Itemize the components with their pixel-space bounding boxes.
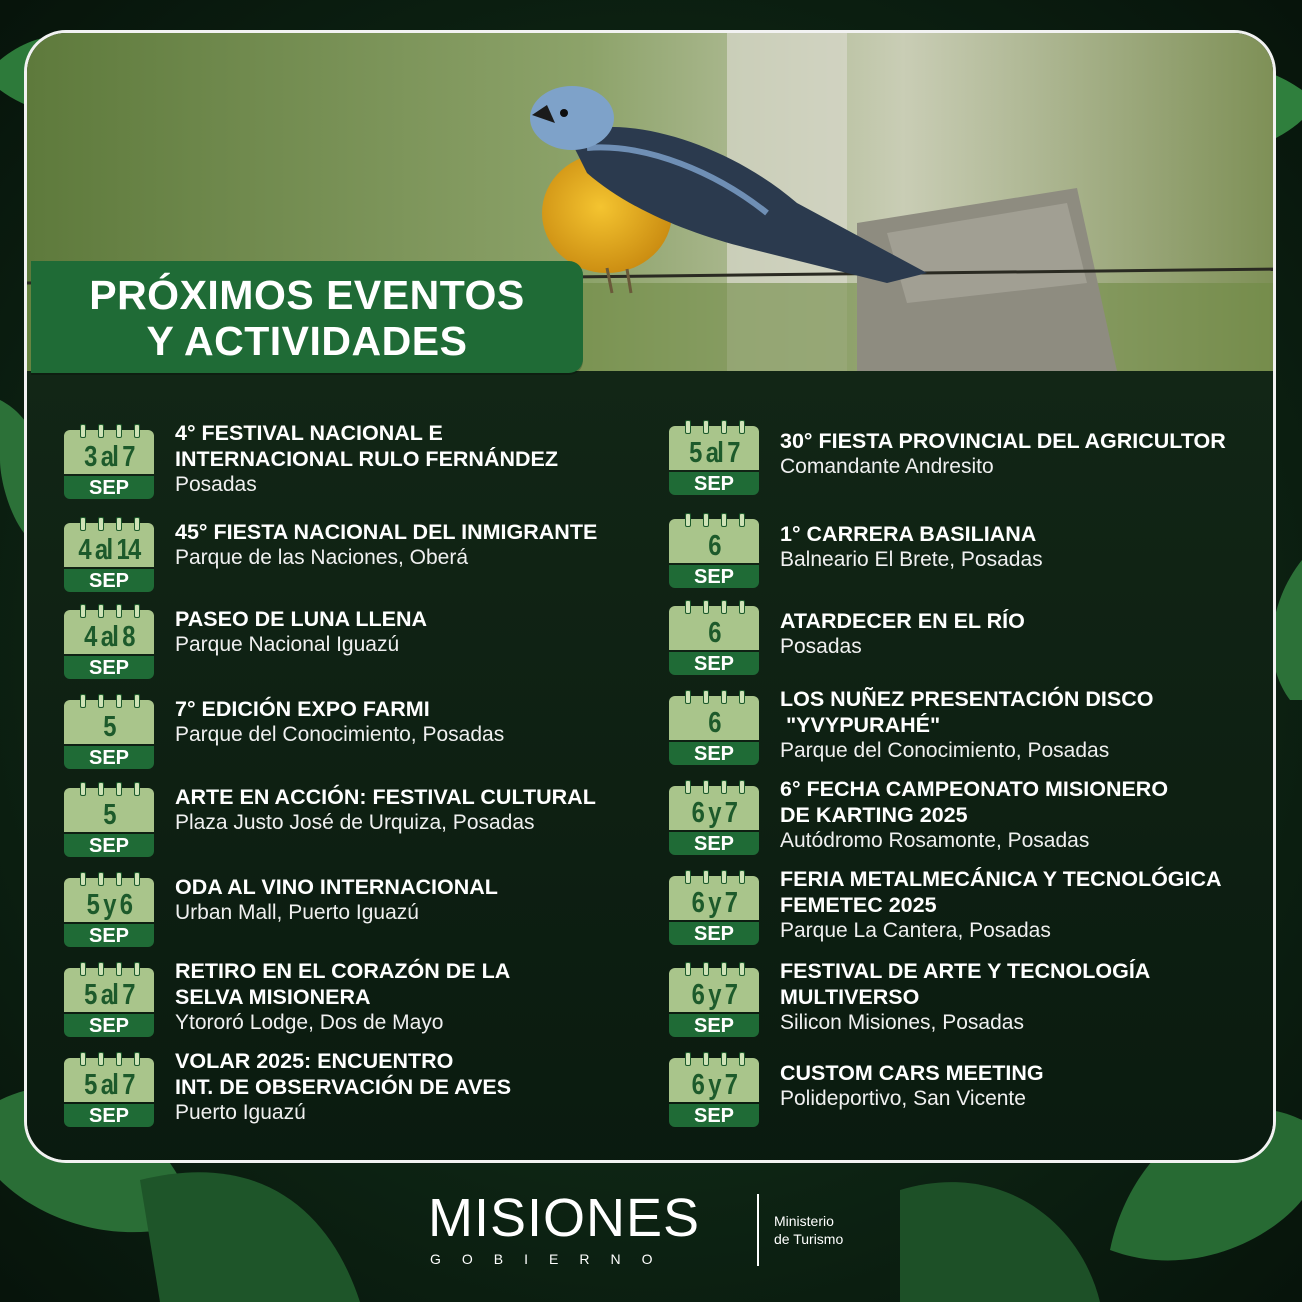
calendar-ring bbox=[703, 600, 709, 614]
event-location: Urban Mall, Puerto Iguazú bbox=[175, 901, 419, 924]
calendar-ring bbox=[134, 517, 140, 531]
event-location: Ytororó Lodge, Dos de Mayo bbox=[175, 1011, 444, 1034]
calendar-ring bbox=[80, 782, 86, 796]
event-item bbox=[780, 866, 1222, 944]
event-title: 1° CARRERA BASILIANA bbox=[780, 522, 1037, 546]
event-month: SEP bbox=[693, 653, 735, 675]
calendar-icon bbox=[64, 782, 154, 857]
calendar-month-box bbox=[64, 1104, 154, 1127]
event-location: Posadas bbox=[780, 635, 862, 658]
calendar-ring bbox=[685, 513, 691, 527]
calendar-ring bbox=[721, 780, 727, 794]
calendar-icon bbox=[669, 1052, 759, 1127]
event-item bbox=[175, 784, 596, 836]
event-title: ATARDECER EN EL RÍO bbox=[780, 609, 1025, 633]
event-title: VOLAR 2025: ENCUENTRO INT. DE OBSERVACIÓN DE AVES bbox=[175, 1049, 512, 1099]
event-month: SEP bbox=[693, 566, 735, 588]
event-location: Posadas bbox=[175, 473, 257, 496]
calendar-date-box bbox=[64, 968, 154, 1012]
calendar-date-box bbox=[64, 700, 154, 744]
event-location: Autódromo Rosamonte, Posadas bbox=[780, 829, 1090, 852]
calendar-icon bbox=[669, 420, 759, 495]
event-location: Polideportivo, San Vicente bbox=[780, 1087, 1026, 1110]
calendar-icon bbox=[64, 872, 154, 947]
event-date: 5 al 7 bbox=[84, 979, 134, 1011]
event-date: 6 y 7 bbox=[691, 979, 737, 1011]
event-item bbox=[175, 696, 504, 748]
event-location: Balneario El Brete, Posadas bbox=[780, 548, 1043, 571]
event-location: Puerto Iguazú bbox=[175, 1101, 306, 1124]
events-panel bbox=[24, 30, 1276, 1163]
calendar-month-box bbox=[64, 569, 154, 592]
title-banner bbox=[31, 261, 583, 373]
calendar-icon bbox=[64, 517, 154, 592]
event-item bbox=[780, 776, 1168, 854]
calendar-ring bbox=[134, 1052, 140, 1066]
calendar-month-box bbox=[64, 746, 154, 769]
calendar-ring bbox=[116, 782, 122, 796]
event-item bbox=[175, 958, 510, 1036]
event-title: 4° FESTIVAL NACIONAL E INTERNACIONAL RULO FERNÁNDEZ bbox=[175, 421, 559, 471]
calendar-ring bbox=[98, 872, 104, 886]
event-date: 4 al 8 bbox=[84, 621, 134, 653]
calendar-date-box bbox=[64, 878, 154, 922]
calendar-icon bbox=[669, 513, 759, 588]
calendar-ring bbox=[98, 1052, 104, 1066]
calendar-date-box bbox=[64, 610, 154, 654]
calendar-date-box bbox=[669, 606, 759, 650]
calendar-ring bbox=[703, 513, 709, 527]
calendar-icon bbox=[64, 694, 154, 769]
calendar-ring bbox=[685, 962, 691, 976]
event-item bbox=[175, 606, 427, 658]
calendar-ring bbox=[721, 962, 727, 976]
calendar-month-box bbox=[669, 1104, 759, 1127]
calendar-ring bbox=[116, 872, 122, 886]
event-month: SEP bbox=[88, 657, 130, 679]
event-location: Parque Nacional Iguazú bbox=[175, 633, 400, 656]
calendar-icon bbox=[669, 780, 759, 855]
calendar-ring bbox=[703, 690, 709, 704]
calendar-icon bbox=[64, 1052, 154, 1127]
calendar-icon bbox=[669, 870, 759, 945]
brand-name: MISIONES bbox=[428, 1188, 701, 1248]
event-item bbox=[780, 958, 1150, 1036]
calendar-ring bbox=[134, 872, 140, 886]
calendar-ring bbox=[98, 694, 104, 708]
calendar-month-box bbox=[669, 832, 759, 855]
calendar-ring bbox=[703, 1052, 709, 1066]
calendar-ring bbox=[98, 604, 104, 618]
event-location: Parque del Conocimiento, Posadas bbox=[780, 739, 1110, 762]
calendar-ring bbox=[134, 782, 140, 796]
event-date: 6 bbox=[708, 530, 720, 562]
calendar-ring bbox=[116, 962, 122, 976]
calendar-month-box bbox=[64, 656, 154, 679]
event-title: 45° FIESTA NACIONAL DEL INMIGRANTE bbox=[175, 520, 598, 544]
calendar-ring bbox=[98, 782, 104, 796]
calendar-icon bbox=[669, 690, 759, 765]
ministry-line1: Ministerio bbox=[774, 1213, 834, 1229]
calendar-ring bbox=[739, 600, 745, 614]
calendar-month-box bbox=[669, 652, 759, 675]
calendar-month-box bbox=[669, 565, 759, 588]
event-item bbox=[780, 1060, 1044, 1112]
calendar-month-box bbox=[64, 476, 154, 499]
event-date: 5 bbox=[103, 711, 115, 743]
event-month: SEP bbox=[88, 1015, 130, 1037]
calendar-ring bbox=[739, 962, 745, 976]
event-date: 6 y 7 bbox=[691, 1069, 737, 1101]
calendar-date-box bbox=[669, 696, 759, 740]
calendar-ring bbox=[134, 962, 140, 976]
event-location: Plaza Justo José de Urquiza, Posadas bbox=[175, 811, 535, 834]
event-title: RETIRO EN EL CORAZÓN DE LA SELVA MISIONERA bbox=[175, 959, 511, 1009]
calendar-ring bbox=[721, 1052, 727, 1066]
calendar-ring bbox=[685, 780, 691, 794]
calendar-ring bbox=[739, 780, 745, 794]
calendar-ring bbox=[80, 1052, 86, 1066]
event-month: SEP bbox=[88, 925, 130, 947]
event-title: ODA AL VINO INTERNACIONAL bbox=[175, 875, 498, 899]
event-month: SEP bbox=[693, 473, 735, 495]
event-title: ARTE EN ACCIÓN: FESTIVAL CULTURAL bbox=[175, 785, 596, 809]
event-date: 5 al 7 bbox=[84, 1069, 134, 1101]
event-title: PASEO DE LUNA LLENA bbox=[175, 607, 428, 631]
event-title: 30° FIESTA PROVINCIAL DEL AGRICULTOR bbox=[780, 429, 1226, 453]
calendar-ring bbox=[739, 513, 745, 527]
calendar-ring bbox=[739, 420, 745, 434]
event-location: Parque La Cantera, Posadas bbox=[780, 919, 1051, 942]
event-location: Comandante Andresito bbox=[780, 455, 994, 478]
event-month: SEP bbox=[693, 833, 735, 855]
logo-divider bbox=[757, 1194, 759, 1266]
event-date: 4 al 14 bbox=[78, 534, 140, 566]
page-title-line1: PRÓXIMOS EVENTOS bbox=[89, 272, 525, 318]
event-title: FESTIVAL DE ARTE Y TECNOLOGÍA MULTIVERSO bbox=[780, 959, 1151, 1009]
calendar-date-box bbox=[669, 1058, 759, 1102]
calendar-ring bbox=[80, 604, 86, 618]
event-item bbox=[175, 519, 597, 571]
calendar-ring bbox=[685, 870, 691, 884]
calendar-ring bbox=[98, 517, 104, 531]
calendar-month-box bbox=[669, 1014, 759, 1037]
calendar-ring bbox=[739, 1052, 745, 1066]
calendar-ring bbox=[116, 604, 122, 618]
calendar-date-box bbox=[64, 430, 154, 474]
event-month: SEP bbox=[693, 1105, 735, 1127]
event-item bbox=[175, 420, 558, 498]
page-title-line2: Y ACTIVIDADES bbox=[146, 318, 468, 364]
calendar-ring bbox=[703, 870, 709, 884]
event-item bbox=[780, 686, 1154, 764]
calendar-month-box bbox=[64, 1014, 154, 1037]
calendar-icon bbox=[64, 962, 154, 1037]
calendar-month-box bbox=[669, 742, 759, 765]
event-date: 5 y 6 bbox=[86, 889, 132, 921]
calendar-date-box bbox=[64, 788, 154, 832]
calendar-ring bbox=[134, 604, 140, 618]
calendar-icon bbox=[64, 604, 154, 679]
event-date: 6 y 7 bbox=[691, 887, 737, 919]
calendar-icon bbox=[669, 600, 759, 675]
calendar-month-box bbox=[64, 924, 154, 947]
misiones-logo bbox=[420, 1188, 880, 1278]
event-item bbox=[175, 1048, 511, 1126]
calendar-month-box bbox=[669, 472, 759, 495]
calendar-ring bbox=[80, 694, 86, 708]
calendar-ring bbox=[703, 780, 709, 794]
calendar-icon bbox=[64, 424, 154, 499]
event-title: CUSTOM CARS MEETING bbox=[780, 1061, 1044, 1085]
calendar-ring bbox=[80, 424, 86, 438]
calendar-ring bbox=[116, 1052, 122, 1066]
event-month: SEP bbox=[693, 1015, 735, 1037]
event-title: LOS NUÑEZ PRESENTACIÓN DISCO "YVYPURAHÉ" bbox=[780, 687, 1154, 737]
calendar-ring bbox=[685, 600, 691, 614]
calendar-date-box bbox=[669, 426, 759, 470]
calendar-ring bbox=[80, 517, 86, 531]
calendar-ring bbox=[703, 962, 709, 976]
calendar-ring bbox=[721, 600, 727, 614]
calendar-date-box bbox=[669, 786, 759, 830]
brand-sub: GOBIERNO bbox=[430, 1251, 674, 1267]
calendar-ring bbox=[685, 1052, 691, 1066]
calendar-month-box bbox=[669, 922, 759, 945]
calendar-ring bbox=[116, 694, 122, 708]
event-month: SEP bbox=[88, 1105, 130, 1127]
calendar-icon bbox=[669, 962, 759, 1037]
event-item bbox=[780, 428, 1226, 480]
event-month: SEP bbox=[88, 747, 130, 769]
event-title: 6° FECHA CAMPEONATO MISIONERO DE KARTING 2025 bbox=[780, 777, 1169, 827]
calendar-ring bbox=[98, 424, 104, 438]
calendar-ring bbox=[721, 513, 727, 527]
calendar-ring bbox=[721, 420, 727, 434]
calendar-ring bbox=[98, 962, 104, 976]
event-date: 6 bbox=[708, 617, 720, 649]
calendar-ring bbox=[134, 424, 140, 438]
calendar-ring bbox=[116, 517, 122, 531]
event-item bbox=[780, 521, 1043, 573]
event-month: SEP bbox=[88, 570, 130, 592]
calendar-date-box bbox=[669, 968, 759, 1012]
calendar-ring bbox=[721, 870, 727, 884]
calendar-date-box bbox=[64, 1058, 154, 1102]
calendar-ring bbox=[134, 694, 140, 708]
event-location: Silicon Misiones, Posadas bbox=[780, 1011, 1024, 1034]
ministry-label bbox=[774, 1212, 843, 1248]
event-location: Parque de las Naciones, Oberá bbox=[175, 546, 469, 569]
calendar-ring bbox=[685, 420, 691, 434]
event-month: SEP bbox=[88, 477, 130, 499]
calendar-date-box bbox=[64, 523, 154, 567]
calendar-ring bbox=[703, 420, 709, 434]
event-location: Parque del Conocimiento, Posadas bbox=[175, 723, 505, 746]
calendar-ring bbox=[80, 872, 86, 886]
event-month: SEP bbox=[88, 835, 130, 857]
calendar-ring bbox=[685, 690, 691, 704]
event-title: FERIA METALMECÁNICA Y TECNOLÓGICA FEMETEC 2025 bbox=[780, 867, 1222, 917]
calendar-date-box bbox=[669, 876, 759, 920]
event-title: 7° EDICIÓN EXPO FARMI bbox=[175, 697, 430, 721]
event-month: SEP bbox=[693, 743, 735, 765]
calendar-ring bbox=[739, 690, 745, 704]
calendar-ring bbox=[739, 870, 745, 884]
event-item bbox=[175, 874, 498, 926]
event-date: 6 y 7 bbox=[691, 797, 737, 829]
event-date: 6 bbox=[708, 707, 720, 739]
event-month: SEP bbox=[693, 923, 735, 945]
ministry-line2: de Turismo bbox=[774, 1231, 844, 1247]
calendar-ring bbox=[80, 962, 86, 976]
calendar-ring bbox=[721, 690, 727, 704]
event-date: 5 bbox=[103, 799, 115, 831]
event-date: 5 al 7 bbox=[689, 437, 739, 469]
event-item bbox=[780, 608, 1025, 660]
calendar-month-box bbox=[64, 834, 154, 857]
event-date: 3 al 7 bbox=[84, 441, 134, 473]
calendar-date-box bbox=[669, 519, 759, 563]
calendar-ring bbox=[116, 424, 122, 438]
